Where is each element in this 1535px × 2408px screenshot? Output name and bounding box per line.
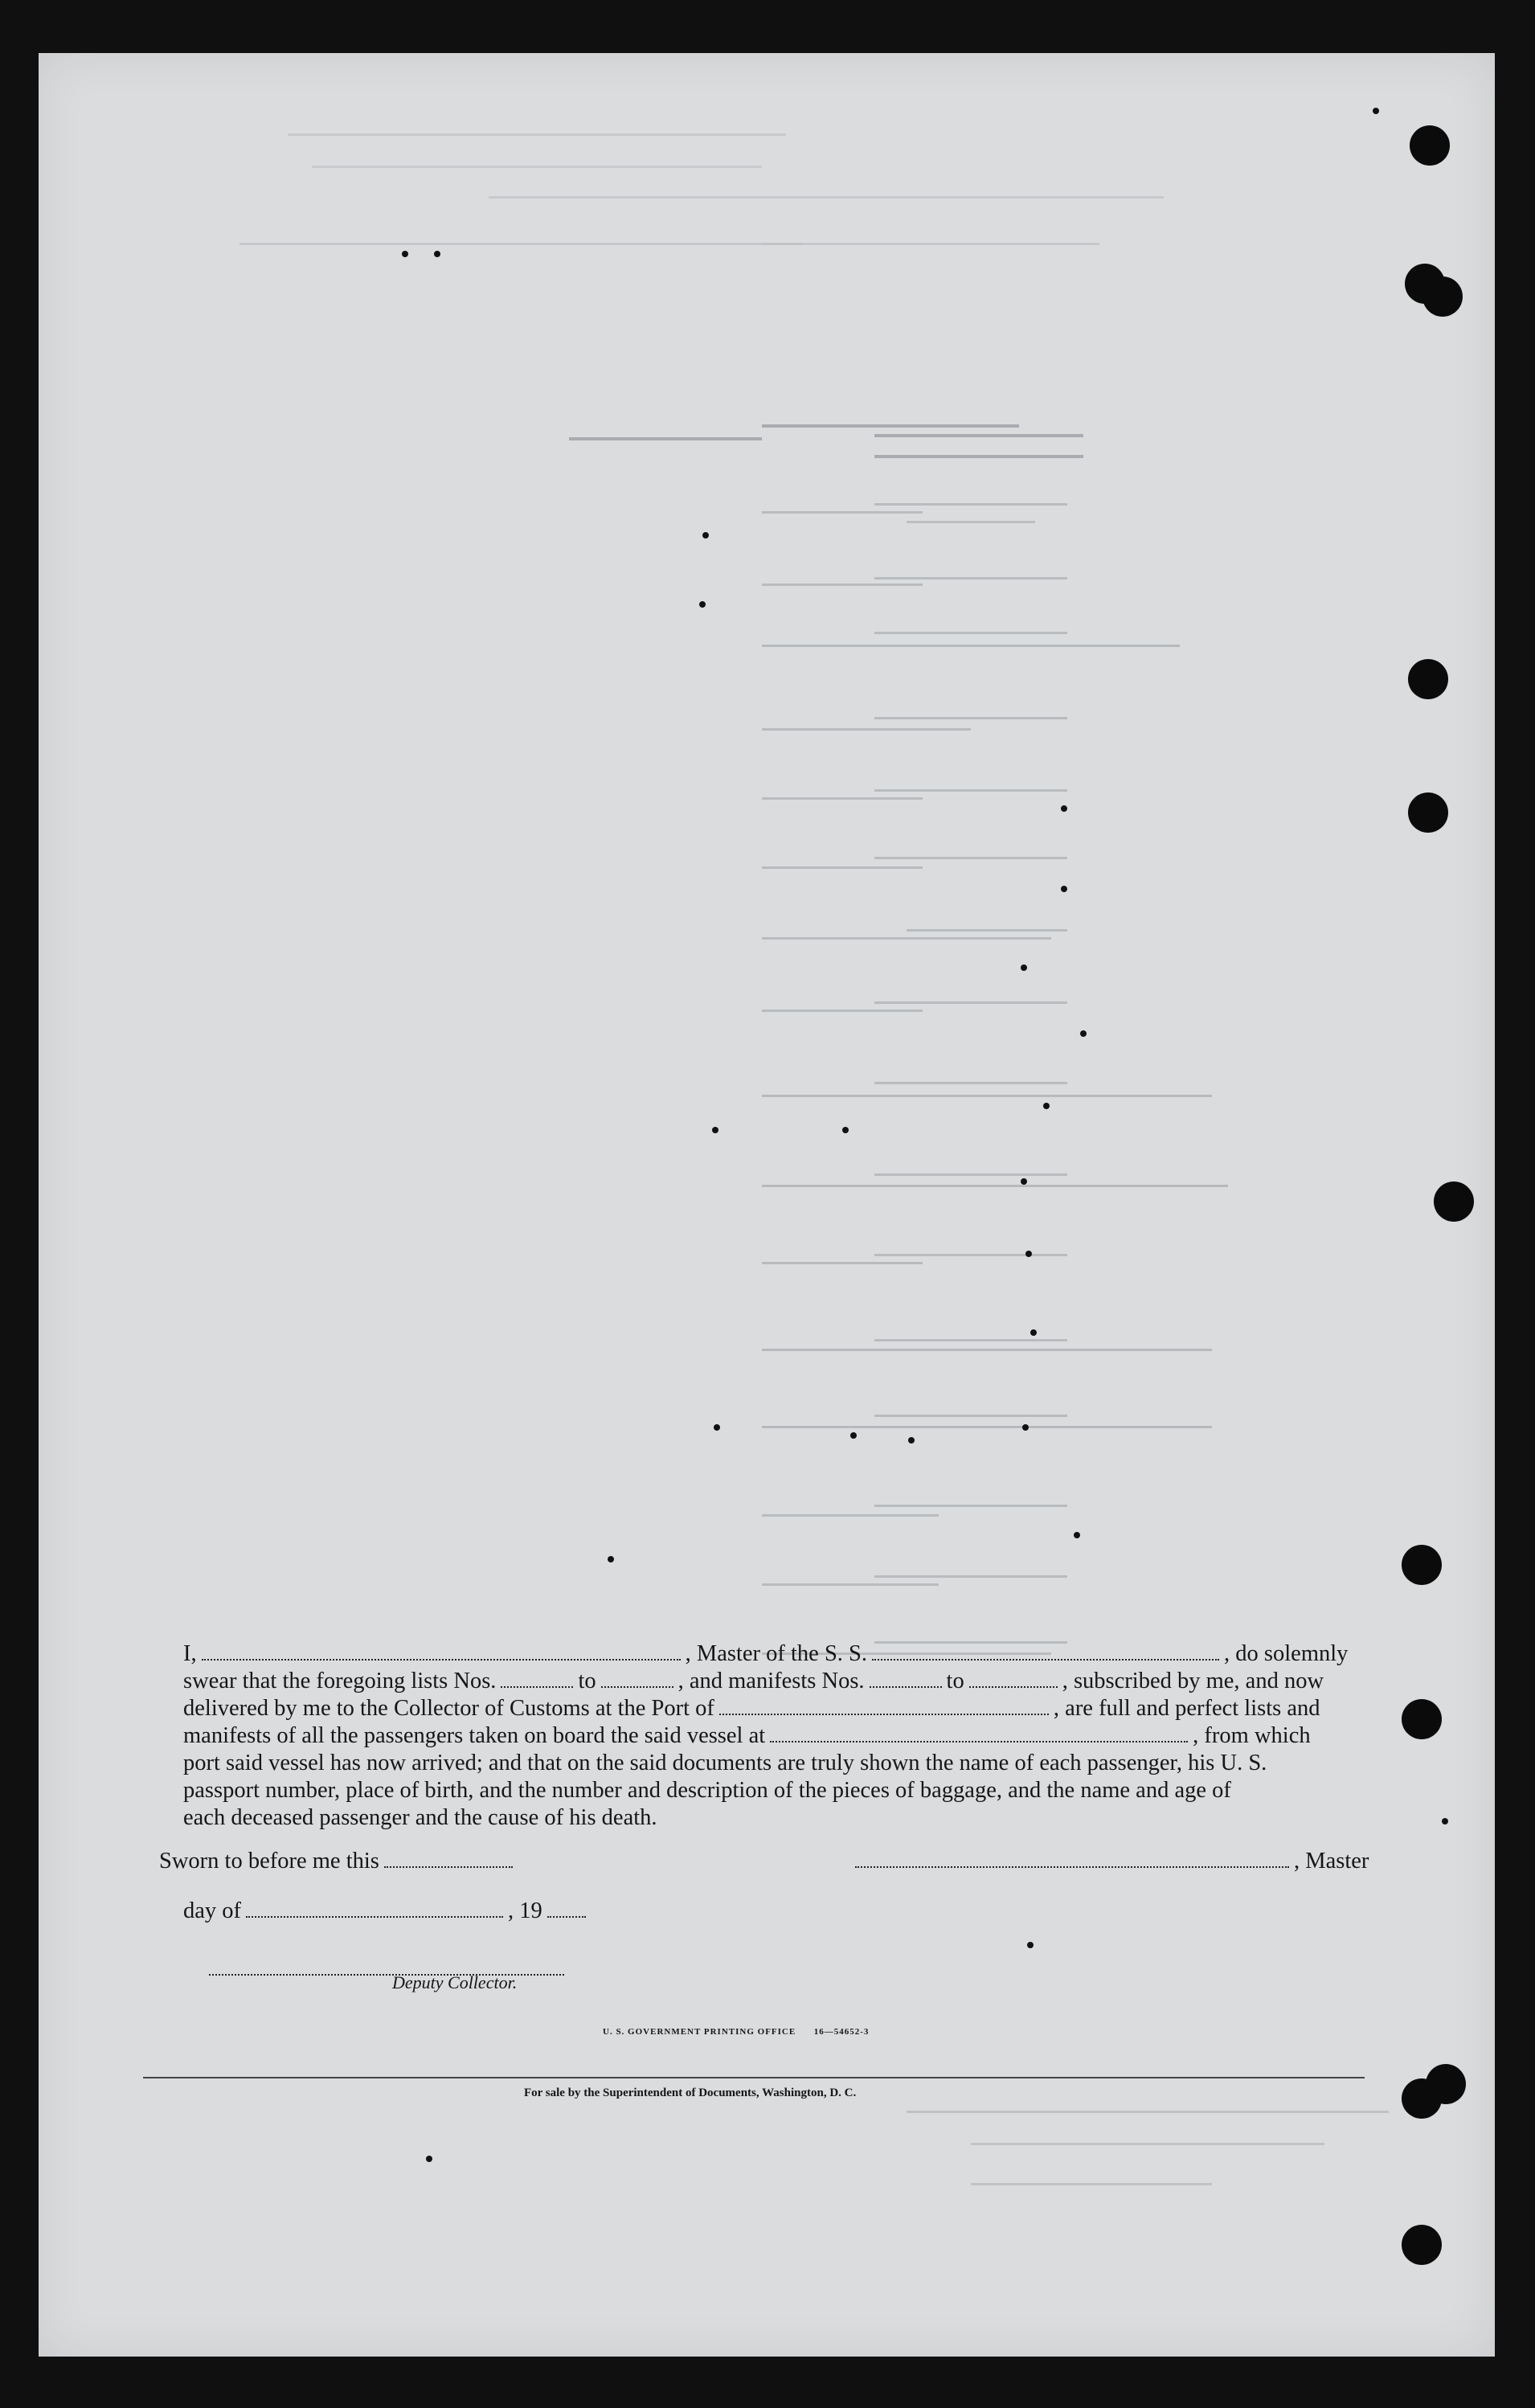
punch-hole bbox=[1410, 125, 1450, 166]
departure-port-field[interactable] bbox=[770, 1726, 1188, 1743]
manifest-to-field[interactable] bbox=[969, 1672, 1058, 1688]
port-field[interactable] bbox=[719, 1699, 1049, 1715]
ink-speck bbox=[1027, 1942, 1034, 1948]
ink-speck bbox=[1080, 1030, 1087, 1037]
ink-speck bbox=[1061, 805, 1067, 812]
ink-speck bbox=[1373, 108, 1379, 114]
day-of-line: day of , 19 bbox=[183, 1898, 591, 1924]
punch-hole bbox=[1426, 2064, 1466, 2104]
year-field[interactable] bbox=[547, 1902, 586, 1918]
ink-speck bbox=[908, 1437, 915, 1444]
punch-hole bbox=[1422, 276, 1463, 317]
punch-hole bbox=[1402, 1699, 1442, 1739]
list-to-field[interactable] bbox=[601, 1672, 673, 1688]
oath-line-6: passport number, place of birth, and the number and description of the pieces of baggage, and the name and age of bbox=[183, 1778, 1231, 1803]
ink-speck bbox=[1442, 1818, 1448, 1824]
ink-speck bbox=[1021, 1178, 1027, 1185]
oath-line-4: manifests of all the passengers taken on board the said vessel at , from which bbox=[183, 1723, 1311, 1748]
ink-speck bbox=[842, 1127, 849, 1133]
ink-speck bbox=[699, 601, 706, 608]
oath-line-5: port said vessel has now arrived; and that on the said documents are truly shown the name of each passenger, his U. S. bbox=[183, 1751, 1267, 1775]
ink-speck bbox=[1043, 1103, 1050, 1109]
oath-line-2: swear that the foregoing lists Nos. to , and manifests Nos. to , subscribed by me, and now bbox=[183, 1669, 1324, 1693]
ink-speck bbox=[1021, 964, 1027, 971]
master-signature: , Master bbox=[850, 1849, 1369, 1874]
ink-speck bbox=[426, 2156, 432, 2162]
day-of-month-field[interactable] bbox=[246, 1902, 503, 1918]
deputy-collector-label: Deputy Collector. bbox=[392, 1972, 518, 1992]
manifest-from-field[interactable] bbox=[870, 1672, 942, 1688]
sworn-label: Sworn to before me this bbox=[159, 1849, 518, 1874]
punch-hole bbox=[1402, 2225, 1442, 2265]
footer-rule bbox=[143, 2077, 1365, 2078]
oath-line-7: each deceased passenger and the cause of his death. bbox=[183, 1805, 657, 1830]
ink-speck bbox=[1022, 1424, 1029, 1431]
ink-speck bbox=[702, 532, 709, 539]
punch-hole bbox=[1408, 792, 1448, 833]
master-signature-field[interactable] bbox=[855, 1852, 1289, 1868]
list-from-field[interactable] bbox=[501, 1672, 573, 1688]
ink-speck bbox=[434, 251, 440, 257]
ink-speck bbox=[1025, 1251, 1032, 1257]
sale-note: For sale by the Superintendent of Documents, Washington, D. C. bbox=[524, 2087, 857, 2099]
oath-line-3: delivered by me to the Collector of Customs at the Port of , are full and perfect lists and bbox=[183, 1696, 1320, 1721]
ink-speck bbox=[850, 1432, 857, 1439]
ink-speck bbox=[608, 1556, 614, 1562]
printing-office: U. S. GOVERNMENT PRINTING OFFICE 16—54652-3 bbox=[603, 2027, 870, 2037]
punch-hole bbox=[1402, 1545, 1442, 1585]
sworn-date-field[interactable] bbox=[384, 1852, 513, 1868]
ink-speck bbox=[402, 251, 408, 257]
ship-name-field[interactable] bbox=[872, 1644, 1219, 1661]
punch-hole bbox=[1434, 1181, 1474, 1222]
master-name-field[interactable] bbox=[202, 1644, 681, 1661]
ink-speck bbox=[714, 1424, 720, 1431]
ink-speck bbox=[1061, 886, 1067, 892]
ink-speck bbox=[1074, 1532, 1080, 1538]
ink-speck bbox=[712, 1127, 718, 1133]
ink-speck bbox=[1030, 1329, 1037, 1336]
document-page bbox=[39, 53, 1495, 2357]
punch-hole bbox=[1408, 659, 1448, 699]
oath-line-1: I, , Master of the S. S. , do solemnly bbox=[183, 1641, 1349, 1666]
